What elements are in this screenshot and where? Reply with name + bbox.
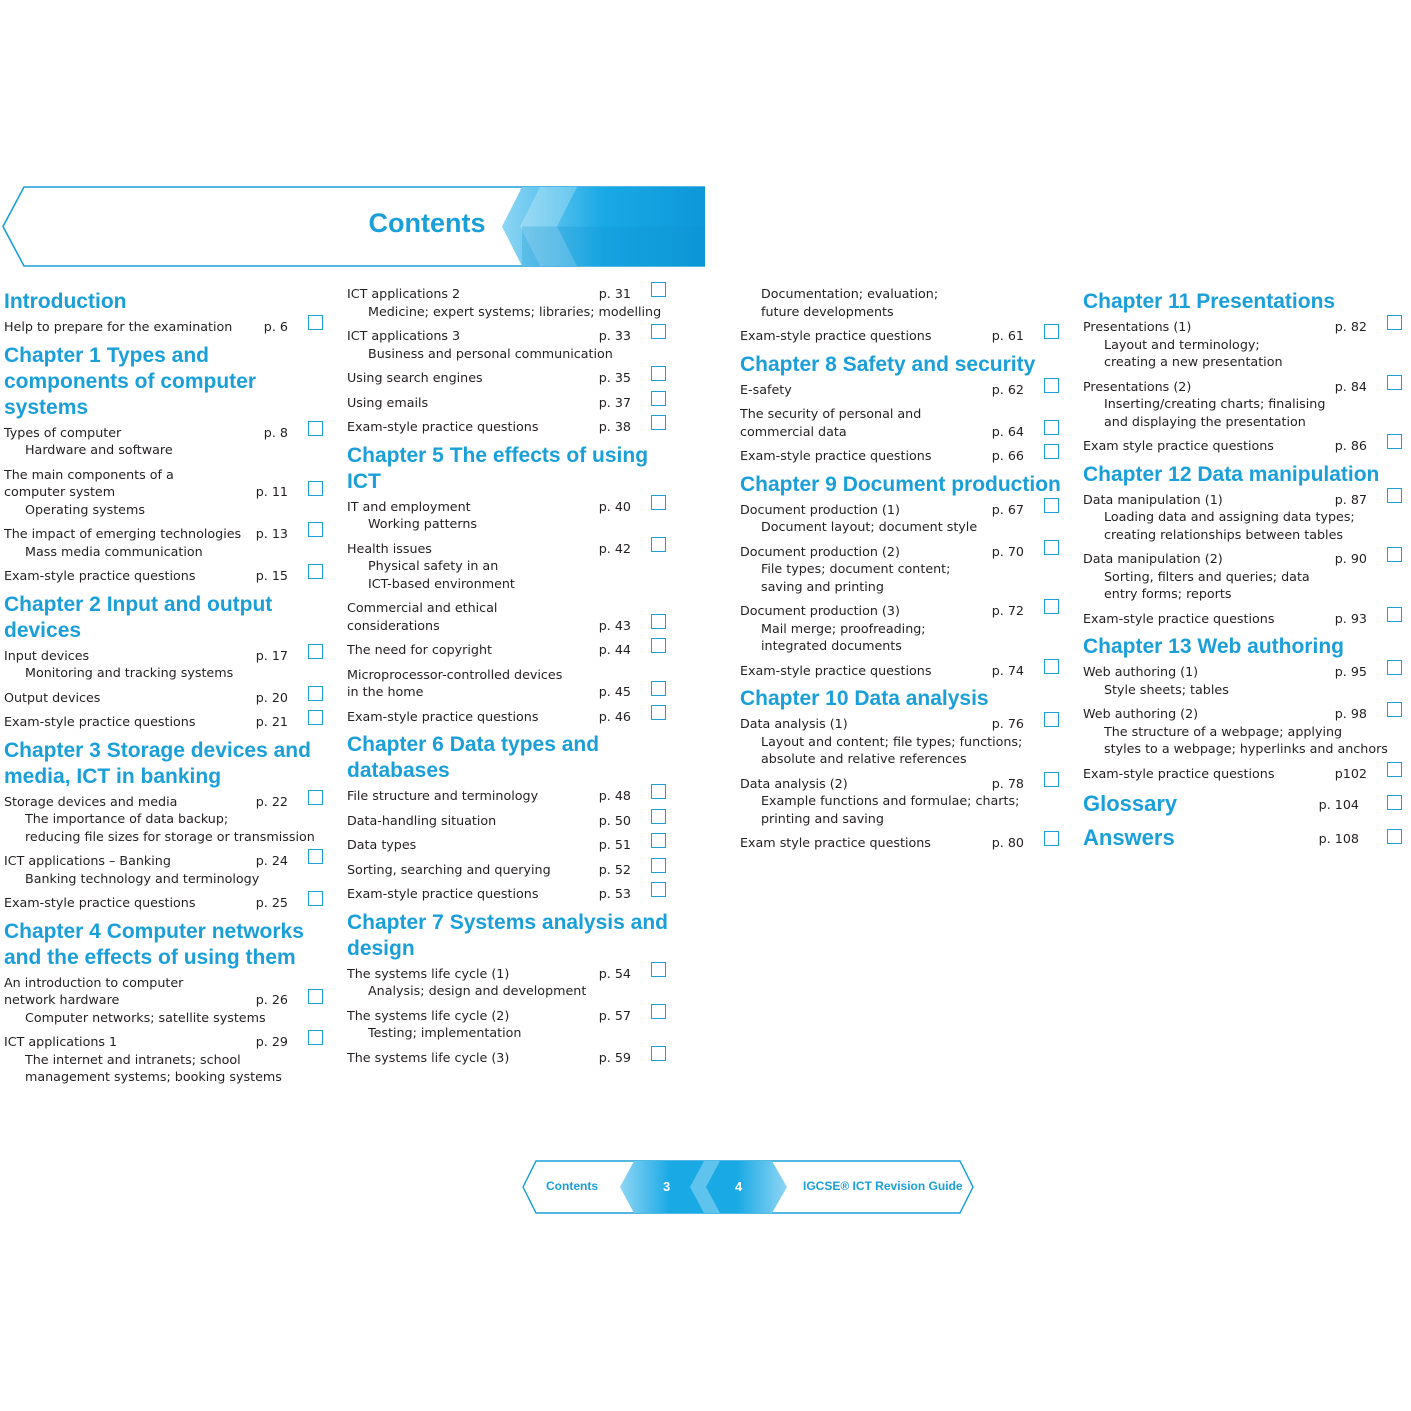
entry-subtopic: integrated documents [761,638,902,653]
revision-checkbox[interactable] [1044,772,1059,787]
entry-subtopic: Document layout; document style [761,519,978,534]
page-reference: p. 33 [598,328,631,343]
entry-title: Exam-style practice questions [4,895,196,910]
toc-entry [347,498,671,533]
revision-checkbox[interactable] [1387,375,1402,390]
entry-title: Document production (3) [740,603,900,618]
entry-subtopic: Layout and terminology; [1104,336,1260,352]
page-reference: p. 59 [598,1049,631,1065]
revision-checkbox[interactable] [651,858,666,873]
entry-subtopic: creating relationships between tables [1104,526,1343,542]
page-reference: p. 26 [255,992,288,1007]
entry-title: The need for copyright [347,642,492,657]
revision-checkbox[interactable] [651,415,666,430]
revision-checkbox[interactable] [651,391,666,406]
entry-subtopic: reducing file sizes for storage or transmission [25,828,315,844]
toc-entry [4,689,328,707]
entry-subtopic: styles to a webpage; hyperlinks and anchors [1104,741,1388,756]
entry-title: commercial data [740,423,847,439]
toc-entry [740,327,1064,345]
entry-subtopic: and displaying the presentation [1104,413,1306,429]
revision-checkbox[interactable] [1387,795,1402,810]
entry-title: ICT applications – Banking [4,853,171,868]
toc-entry [740,405,1064,440]
page-reference: p. 80 [991,835,1024,850]
toc-entry [740,662,1064,680]
footer-contents-label: Contents [546,1179,598,1193]
entry-title: The main components of a [4,466,174,482]
revision-checkbox[interactable] [1044,420,1059,435]
page-reference: p. 15 [255,568,288,583]
toc-entry [347,708,671,726]
entry-title: Exam-style practice questions [740,448,932,463]
toc-entry [740,501,1064,536]
chapter-heading: Chapter 6 Data types and databases [347,733,600,782]
chapter-heading: Chapter 11 Presentations [1083,290,1336,313]
section-heading: Glossary [1083,791,1178,816]
page-reference: p. 37 [598,394,631,410]
toc-entry [1083,610,1407,628]
revision-checkbox[interactable] [308,989,323,1004]
contents-banner [2,186,705,267]
toc-entry [4,793,328,846]
entry-title: Web authoring (1) [1083,664,1199,679]
chapter-heading: Chapter 5 The effects of using ICT [347,443,649,493]
entry-title: IT and employment [347,498,471,514]
page-reference: p. 53 [598,886,631,901]
entry-title: network hardware [4,992,120,1007]
toc-entry [740,602,1064,655]
page-reference: p. 90 [1334,551,1367,566]
entry-subtopic: The structure of a webpage; applying [1104,723,1343,739]
toc-entry [347,394,671,412]
page-reference: p. 31 [598,286,631,301]
revision-checkbox[interactable] [1044,831,1059,846]
toc-entry [347,327,671,362]
toc-column-3 [740,285,1064,859]
entry-title: Data manipulation (1) [1083,491,1223,507]
entry-subtopic: Example functions and formulae; charts; [761,793,1020,808]
revision-checkbox[interactable] [308,421,323,436]
entry-title: The systems life cycle (1) [347,965,510,981]
page-reference: p. 38 [598,419,631,434]
toc-entry [4,894,328,912]
entry-subtopic: Business and personal communication [368,345,613,361]
toc-entry [347,285,671,320]
entry-title: Output devices [4,689,101,705]
revision-checkbox[interactable] [308,644,323,659]
page-reference: p. 95 [1334,664,1367,679]
revision-checkbox[interactable] [1044,378,1059,393]
page-reference: p. 57 [598,1007,631,1023]
footer-book-title: IGCSE® ICT Revision Guide [803,1179,963,1193]
page-reference: p. 45 [598,684,631,699]
entry-title: Microprocessor-controlled devices [347,666,563,682]
entry-subtopic: Loading data and assigning data types; [1104,509,1355,524]
toc-entry [1083,437,1407,455]
revision-checkbox[interactable] [651,705,666,720]
chapter-heading: Introduction [4,290,127,313]
page-reference: p. 76 [991,716,1024,731]
revision-checkbox[interactable] [1387,829,1402,844]
page-reference: p. 11 [255,484,288,499]
entry-subtopic: absolute and relative references [761,751,967,766]
toc-entry [347,369,671,387]
entry-title: computer system [4,484,116,499]
page-reference: p. 20 [255,689,288,705]
entry-title: The systems life cycle (2) [347,1007,510,1023]
page-reference: p. 86 [1334,438,1367,453]
toc-entry [1083,318,1407,371]
page-reference: p. 50 [598,812,631,828]
revision-checkbox[interactable] [308,481,323,496]
entry-subtopic: printing and saving [761,810,884,826]
entry-subtopic: File types; document content; [761,561,951,576]
toc-entry [347,540,671,593]
revision-checkbox[interactable] [1387,547,1402,562]
entry-title: The systems life cycle (3) [347,1049,510,1065]
section-heading: Answers [1083,825,1175,850]
page-reference: p. 66 [991,448,1024,463]
chapter-heading: Chapter 8 Safety and security [740,352,1036,376]
entry-subtopic: The importance of data backup; [25,811,229,826]
entry-title: Using search engines [347,370,483,385]
revision-checkbox[interactable] [651,366,666,381]
entry-title: Data types [347,837,417,852]
chapter-heading: Chapter 10 Data analysis [740,687,989,710]
toc-entry [347,418,671,436]
entry-title: ICT applications 2 [347,286,461,301]
toc-entry [347,787,671,805]
toc-entry [4,1033,328,1086]
page-reference: p. 13 [255,526,288,541]
toc-entry [4,567,328,585]
entry-subtopic: saving and printing [761,578,884,594]
toc-entry [347,885,671,903]
revision-checkbox[interactable] [1387,488,1402,503]
revision-checkbox[interactable] [651,962,666,977]
revision-checkbox[interactable] [1387,762,1402,777]
toc-column-2 [347,285,671,1073]
toc-column-4 [1083,285,1407,857]
entry-subtopic: Sorting, filters and queries; data [1104,568,1310,584]
page-reference: p. 6 [263,319,288,334]
entry-title: Storage devices and media [4,793,178,809]
entry-title: Commercial and ethical [347,600,498,615]
revision-checkbox[interactable] [308,849,323,864]
entry-title: Using emails [347,394,429,410]
toc-entry [1083,705,1407,758]
entry-title: Exam-style practice questions [4,714,196,729]
entry-title: Exam-style practice questions [740,662,932,678]
toc-entry [4,525,328,560]
revision-checkbox[interactable] [308,686,323,701]
entry-title: Exam-style practice questions [1083,765,1275,781]
page-reference: p. 54 [598,965,631,981]
entry-title: Exam-style practice questions [740,328,932,343]
page-reference: p. 42 [598,540,631,556]
page-reference: p. 48 [598,788,631,803]
entry-title: Sorting, searching and querying [347,861,551,877]
entry-subtopic: Testing; implementation [368,1025,522,1040]
entry-title: Exam-style practice questions [4,568,196,583]
page-reference: p. 78 [991,775,1024,791]
entry-title: Exam style practice questions [740,835,931,850]
revision-checkbox[interactable] [308,564,323,579]
toc-entry [4,466,328,519]
page-title: Contents [368,208,486,238]
entry-title: Data analysis (1) [740,716,848,731]
revision-checkbox[interactable] [1044,498,1059,513]
toc-entry [347,666,671,701]
toc-entry [4,852,328,887]
page-reference: p. 74 [991,662,1024,678]
page-reference: p. 44 [598,642,631,657]
entry-subtopic: Physical safety in an [368,558,499,573]
page-reference: p. 70 [991,543,1024,559]
page-reference: p. 29 [255,1034,288,1049]
toc-entry [4,647,328,682]
entry-title: Exam-style practice questions [347,419,539,434]
chapter-heading: Chapter 9 Document production [740,472,1061,496]
entry-subtopic: Working patterns [368,516,478,531]
revision-checkbox[interactable] [308,790,323,805]
entry-subtopic: management systems; booking systems [25,1069,282,1084]
revision-checkbox[interactable] [1387,434,1402,449]
revision-checkbox[interactable] [651,882,666,897]
entry-title: File structure and terminology [347,788,539,803]
revision-checkbox[interactable] [651,681,666,696]
entry-title: Data analysis (2) [740,775,848,791]
chapter-heading: Chapter 7 Systems analysis and design [347,910,668,960]
page-reference: p. 84 [1334,378,1367,394]
page-reference: p. 46 [598,708,631,724]
toc-entry [347,965,671,1000]
page-reference: p. 17 [255,647,288,663]
entry-subtopic: creating a new presentation [1104,354,1283,369]
revision-checkbox[interactable] [651,282,666,297]
entry-title: ICT applications 3 [347,328,461,343]
entry-title: Exam-style practice questions [347,886,539,901]
revision-checkbox[interactable] [1387,702,1402,717]
page-number-left: 3 [663,1179,671,1194]
entry-title: Document production (1) [740,501,900,517]
entry-subtopic: Operating systems [25,501,145,517]
page-reference: p. 21 [255,714,288,729]
revision-checkbox[interactable] [1044,659,1059,674]
revision-checkbox[interactable] [651,784,666,799]
entry-title: Exam-style practice questions [1083,610,1275,626]
revision-checkbox[interactable] [651,324,666,339]
entry-title: Input devices [4,647,90,663]
page-reference: p. 24 [255,853,288,868]
entry-subtopic: future developments [761,303,894,319]
revision-checkbox[interactable] [651,1004,666,1019]
page-reference: p. 108 [1318,831,1359,846]
revision-checkbox[interactable] [651,614,666,629]
toc-entry [740,834,1064,852]
page-reference: p. 82 [1334,319,1367,334]
revision-checkbox[interactable] [651,495,666,510]
entry-subtopic: Mail merge; proofreading; [761,620,926,636]
page-reference: p. 87 [1334,491,1367,507]
toc-entry [4,318,328,336]
toc-entry [347,1007,671,1042]
toc-column-1 [4,285,328,1093]
entry-title: Health issues [347,540,432,556]
page-reference: p. 51 [598,837,631,852]
toc-entry [1083,378,1407,431]
toc-entry [347,641,671,659]
page-reference: p. 98 [1334,706,1367,721]
chapter-heading: Chapter 4 Computer networks and the effects of using them [4,919,304,969]
revision-checkbox[interactable] [308,891,323,906]
entry-title: The impact of emerging technologies [4,526,242,541]
toc-entry [347,1049,671,1067]
section-row [1083,823,1407,857]
page-reference: p. 8 [263,424,288,440]
entry-title: Exam-style practice questions [347,708,539,724]
revision-checkbox[interactable] [308,710,323,725]
entry-title: ICT applications 1 [4,1034,118,1049]
toc-entry [740,715,1064,768]
page-footer [522,1160,974,1214]
entry-title: in the home [347,684,424,699]
toc-entry [4,974,328,1027]
revision-checkbox[interactable] [1387,660,1402,675]
entry-subtopic: ICT-based environment [368,575,515,591]
entry-subtopic: Mass media communication [25,543,203,559]
page-reference: p. 93 [1334,610,1367,626]
toc-entry [4,713,328,731]
page-number-right: 4 [735,1179,743,1194]
entry-subtopic: Banking technology and terminology [25,870,260,886]
toc-entry [347,836,671,854]
entry-title: Document production (2) [740,543,900,559]
entry-subtopic: Computer networks; satellite systems [25,1009,266,1025]
entry-subtopic: The internet and intranets; school [25,1051,241,1067]
revision-checkbox[interactable] [1387,315,1402,330]
entry-title: considerations [347,617,440,633]
page-reference: p. 40 [598,498,631,514]
entry-subtopic: Hardware and software [25,442,173,457]
chapter-heading: Chapter 13 Web authoring [1083,635,1344,658]
entry-title: Data-handling situation [347,812,497,828]
revision-checkbox[interactable] [1044,599,1059,614]
toc-entry [1083,663,1407,698]
continued-entry [740,285,1064,320]
revision-checkbox[interactable] [651,809,666,824]
page-reference: p. 52 [598,861,631,877]
page-reference: p. 64 [991,423,1024,439]
revision-checkbox[interactable] [1044,324,1059,339]
entry-title: Data manipulation (2) [1083,551,1223,566]
entry-subtopic: Analysis; design and development [368,983,587,998]
chapter-heading: Chapter 2 Input and output devices [4,592,273,642]
entry-title: Presentations (2) [1083,378,1192,394]
entry-subtopic: Inserting/creating charts; finalising [1104,396,1326,411]
toc-entry [347,861,671,879]
revision-checkbox[interactable] [651,638,666,653]
page-reference: p. 104 [1318,797,1359,812]
chapter-heading: Chapter 1 Types and components of computer systems [4,343,257,419]
entry-subtopic: Documentation; evaluation; [761,286,939,301]
toc-entry [347,599,671,634]
revision-checkbox[interactable] [651,1046,666,1061]
entry-subtopic: entry forms; reports [1104,586,1232,601]
toc-entry [1083,491,1407,544]
entry-title: Web authoring (2) [1083,706,1199,721]
page-reference: p. 43 [598,617,631,633]
entry-subtopic: Medicine; expert systems; libraries; modelling [368,303,662,319]
toc-entry [1083,765,1407,783]
revision-checkbox[interactable] [1387,607,1402,622]
toc-entry [740,543,1064,596]
page-reference: p. 62 [991,381,1024,397]
page-reference: p. 25 [255,895,288,910]
revision-checkbox[interactable] [308,1030,323,1045]
entry-subtopic: Monitoring and tracking systems [25,665,234,680]
toc-entry [740,381,1064,399]
page-reference: p. 72 [991,603,1024,618]
entry-title: Help to prepare for the examination [4,319,233,334]
entry-subtopic: Layout and content; file types; functions; [761,733,1023,749]
revision-checkbox[interactable] [308,315,323,330]
revision-checkbox[interactable] [651,537,666,552]
entry-title: The security of personal and [740,406,922,421]
entry-title: Presentations (1) [1083,319,1192,334]
entry-title: An introduction to computer [4,974,184,990]
revision-checkbox[interactable] [651,833,666,848]
page-reference: p. 22 [255,793,288,809]
toc-entry [347,812,671,830]
revision-checkbox[interactable] [1044,444,1059,459]
entry-title: Exam style practice questions [1083,438,1274,453]
revision-checkbox[interactable] [1044,540,1059,555]
toc-entry [740,447,1064,465]
revision-checkbox[interactable] [1044,712,1059,727]
toc-entry [1083,550,1407,603]
entry-title: Types of computer [4,424,122,440]
revision-checkbox[interactable] [308,522,323,537]
page-reference: p102 [1334,765,1367,781]
page-reference: p. 35 [598,370,631,385]
page-reference: p. 61 [991,328,1024,343]
toc-entry [740,775,1064,828]
toc-entry [4,424,328,459]
chapter-heading: Chapter 12 Data manipulation [1083,462,1380,486]
entry-title: E-safety [740,381,792,397]
chapter-heading: Chapter 3 Storage devices and media, ICT in banking [4,738,311,788]
entry-subtopic: Style sheets; tables [1104,681,1229,697]
section-row [1083,789,1407,823]
page-reference: p. 67 [991,501,1024,517]
